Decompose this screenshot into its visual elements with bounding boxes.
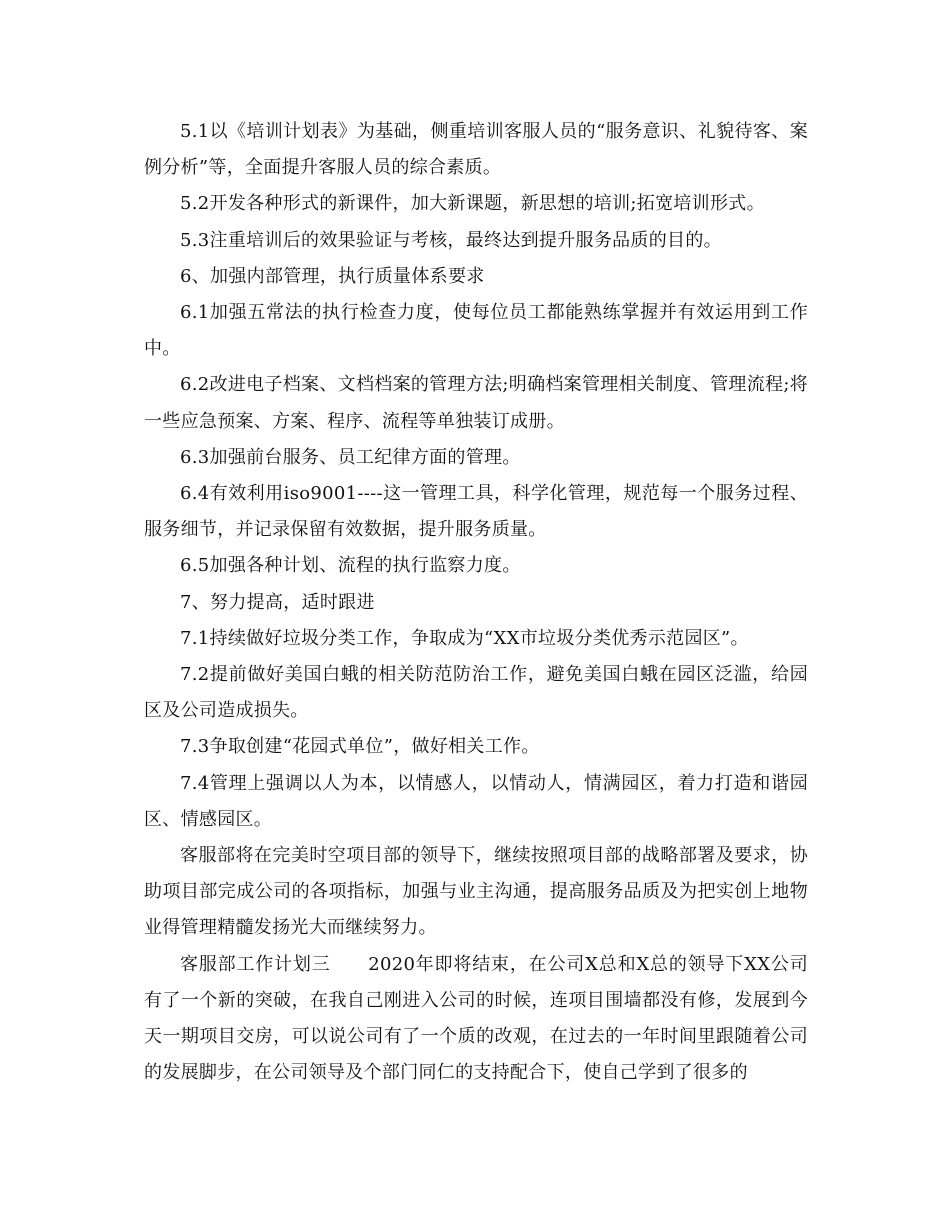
section-heading-6: 6、加强内部管理，执行质量体系要求: [180, 265, 485, 287]
paragraph-5-3: 5.3注重培训后的效果验证与考核，最终达到提升服务品质的目的。: [180, 229, 722, 251]
paragraph-7-1: 7.1持续做好垃圾分类工作，争取成为“XX市垃圾分类优秀示范园区”。: [180, 627, 749, 649]
paragraph-7-3: 7.3争取创建“花园式单位”，做好相关工作。: [180, 736, 540, 758]
paragraph-6-5: 6.5加强各种计划、流程的执行监察力度。: [180, 555, 521, 577]
document-body: [144, 114, 808, 1091]
paragraph-6-4: 6.4有效利用iso9001----这一管理工具，科学化管理，规范每一个服务过程、服务细节，并记录保留有效数据，提升服务质量。: [144, 483, 808, 541]
paragraph-6-2: 6.2改进电子档案、文档档案的管理方法;明确档案管理相关制度、管理流程;将一些应急预案、方案、程序、流程等单独装订成册。: [144, 374, 808, 432]
paragraph-5-1: 5.1以《培训计划表》为基础，侧重培训客服人员的“服务意识、礼貌待客、案例分析”等，全面提升客服人员的综合素质。: [144, 121, 808, 179]
paragraph-7-4: 7.4管理上强调以人为本，以情感人，以情动人，情满园区，着力打造和谐园区、情感园区。: [144, 772, 808, 830]
paragraph-conclusion: 客服部将在完美时空项目部的领导下，继续按照项目部的战略部署及要求，协助项目部完成公司的各项指标，加强与业主沟通，提高服务品质及为把实创上地物业得管理精髓发扬光大而继续努力。: [144, 845, 808, 939]
paragraph-work-plan-three: 客服部工作计划三 2020年即将结束，在公司X总和X总的领导下XX公司有了一个新的突破，在我自己刚进入公司的时候，连项目围墙都没有修，发展到今天一期项目交房，可以说公司有了一个质的改观，在过去的一年时间里跟随着公司的发展脚步，在公司领导及个部门同仁的支持配合下，使自己学到了很多的: [144, 953, 808, 1084]
paragraph-6-3: 6.3加强前台服务、员工纪律方面的管理。: [180, 446, 521, 468]
section-heading-7: 7、努力提高，适时跟进: [180, 591, 375, 613]
paragraph-5-2: 5.2开发各种形式的新课件，加大新课题，新思想的培训;拓宽培训形式。: [180, 193, 765, 215]
paragraph-6-1: 6.1加强五常法的执行检查力度，使每位员工都能熟练掌握并有效运用到工作中。: [144, 302, 808, 360]
paragraph-7-2: 7.2提前做好美国白蛾的相关防范防治工作，避免美国白蛾在园区泛滥，给园区及公司造成损失。: [144, 664, 808, 722]
